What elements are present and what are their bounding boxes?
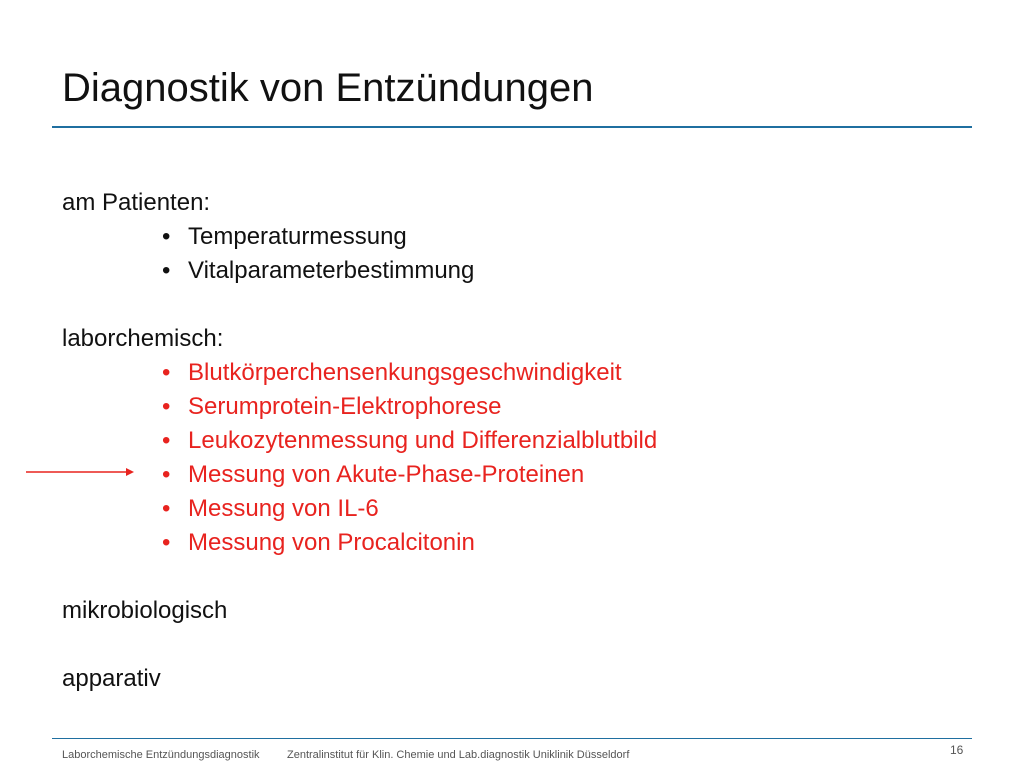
list-item-text: Messung von Procalcitonin — [188, 529, 475, 556]
footer-presentation-title: Laborchemische Entzündungsdiagnostik — [62, 749, 260, 761]
list-item — [162, 390, 657, 424]
spacer — [62, 628, 657, 662]
list-item — [162, 424, 657, 458]
bullet-icon: • — [162, 393, 171, 420]
section-heading-micro: mikrobiologisch — [62, 597, 228, 624]
slide-body — [62, 186, 657, 696]
bullet-icon: • — [162, 223, 171, 250]
list-item-text: Blutkörperchensenkungsgeschwindigkeit — [188, 359, 622, 386]
list-item-text: Temperaturmessung — [188, 223, 407, 250]
title-divider — [52, 126, 972, 128]
section-heading-patient: am Patienten: — [62, 189, 211, 216]
list-item — [162, 356, 657, 390]
arrow-right-icon — [26, 466, 136, 478]
list-item — [162, 220, 657, 254]
patient-list — [62, 220, 657, 288]
footer-divider — [52, 738, 972, 739]
list-item — [162, 492, 657, 526]
list-item-text: Messung von Akute-Phase-Proteinen — [188, 461, 585, 488]
bullet-icon: • — [162, 495, 171, 522]
slide-title: Diagnostik von Entzündungen — [62, 66, 594, 110]
spacer — [62, 288, 657, 322]
bullet-icon: • — [162, 461, 171, 488]
page-number: 16 — [950, 743, 964, 757]
bullet-icon: • — [162, 529, 171, 556]
bullet-icon: • — [162, 257, 171, 284]
lab-list — [62, 356, 657, 560]
list-item-text: Serumprotein-Elektrophorese — [188, 393, 502, 420]
list-item — [162, 458, 657, 492]
bullet-icon: • — [162, 359, 171, 386]
spacer — [62, 560, 657, 594]
bullet-icon: • — [162, 427, 171, 454]
list-item — [162, 526, 657, 560]
footer-institution: Zentralinstitut für Klin. Chemie und Lab.diagnostik Uniklinik Düsseldorf — [287, 749, 630, 761]
list-item-text: Messung von IL-6 — [188, 495, 379, 522]
list-item-text: Vitalparameterbestimmung — [188, 257, 475, 284]
list-item-text: Leukozytenmessung und Differenzialblutbild — [188, 427, 658, 454]
section-heading-lab: laborchemisch: — [62, 325, 224, 352]
section-heading-apparative: apparativ — [62, 665, 161, 692]
list-item — [162, 254, 657, 288]
